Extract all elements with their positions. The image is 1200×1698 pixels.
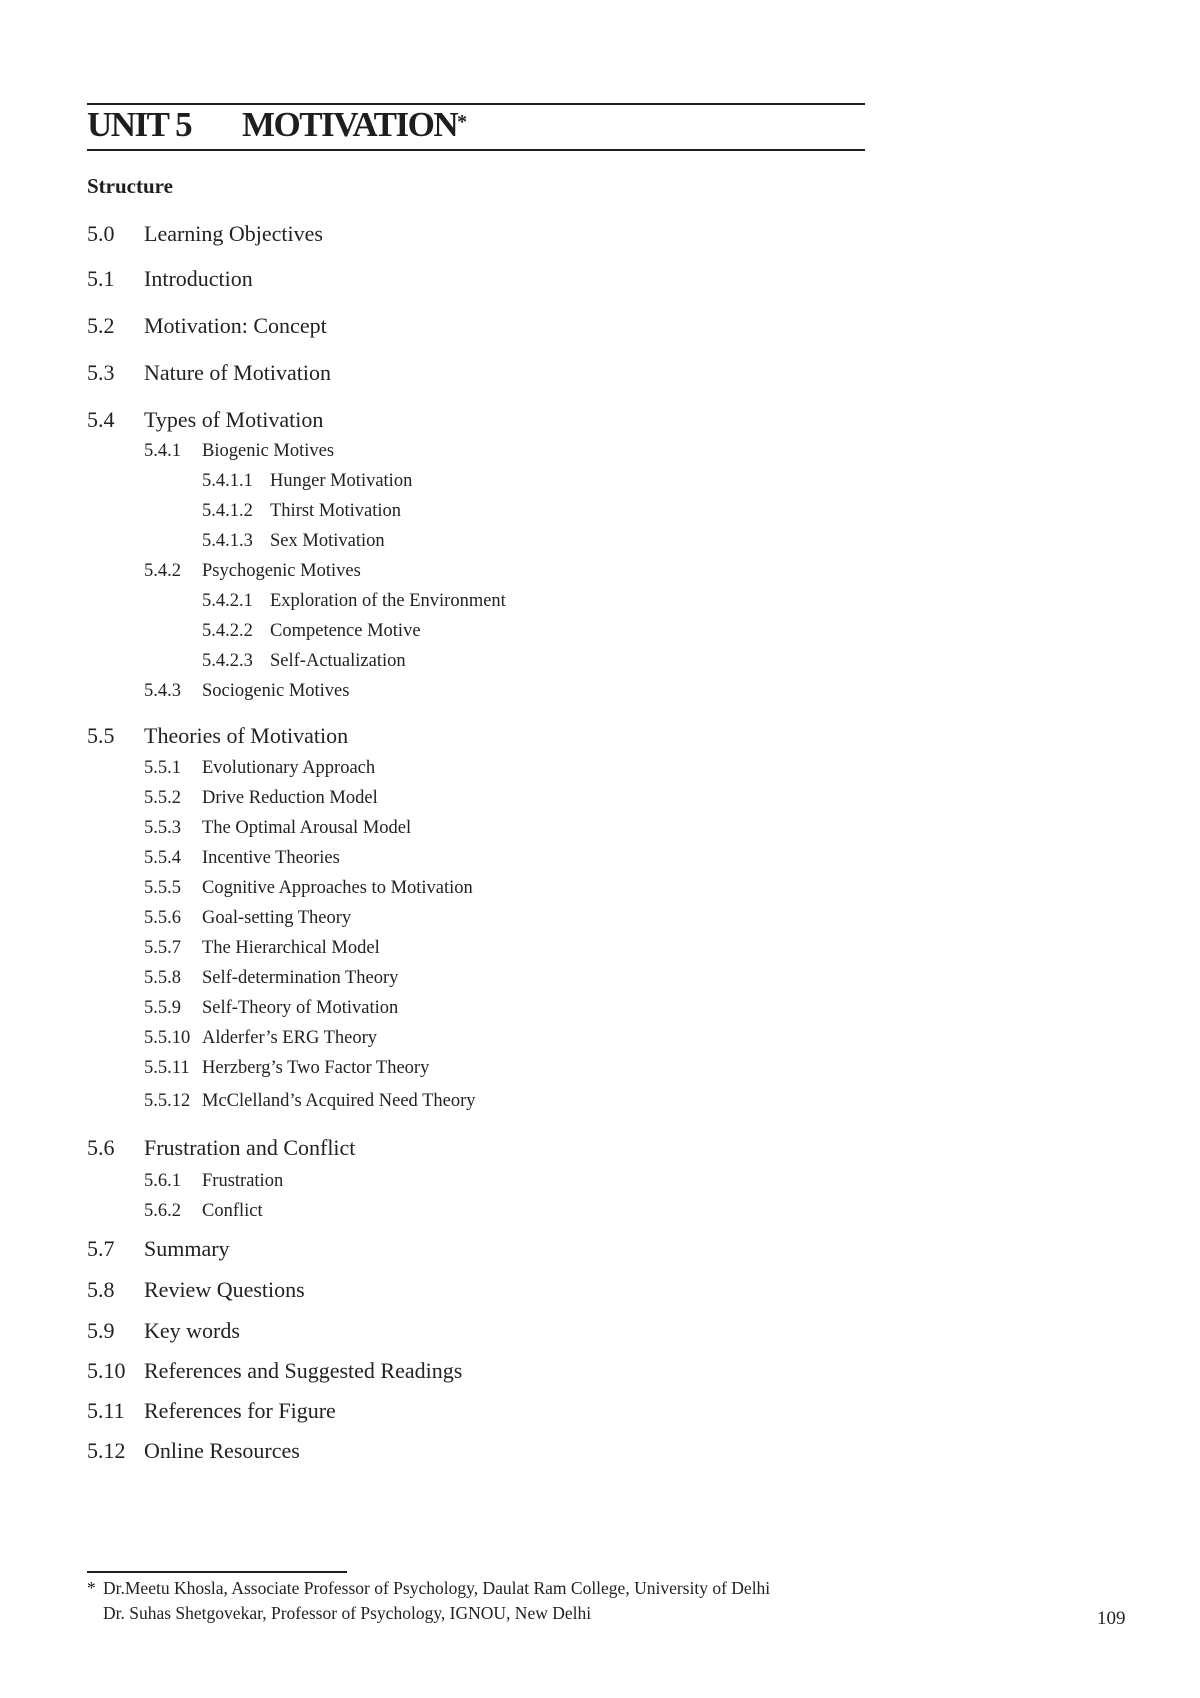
toc-number: 5.9	[87, 1318, 115, 1343]
toc-label: References for Figure	[144, 1398, 336, 1423]
toc-number: 5.4.1.2	[202, 501, 253, 521]
toc-label: McClelland’s Acquired Need Theory	[202, 1091, 476, 1111]
toc-number: 5.4.2.2	[202, 621, 253, 641]
toc-number: 5.5	[87, 723, 115, 748]
toc-number: 5.5.7	[144, 938, 181, 958]
toc-number: 5.4.1	[144, 441, 181, 461]
toc-label: Hunger Motivation	[270, 471, 413, 491]
toc-number: 5.3	[87, 360, 115, 385]
page-number: 109	[1097, 1608, 1126, 1629]
title-bottom-rule	[87, 149, 865, 151]
toc-label: Summary	[144, 1236, 230, 1261]
toc-label: Frustration and Conflict	[144, 1135, 356, 1160]
toc-number: 5.4.2.3	[202, 651, 253, 671]
toc-label: Self-determination Theory	[202, 968, 399, 988]
toc-number: 5.10	[87, 1358, 126, 1383]
toc-label: The Optimal Arousal Model	[202, 818, 412, 838]
toc-label: The Hierarchical Model	[202, 938, 380, 958]
toc-number: 5.4.1.1	[202, 471, 253, 491]
toc-label: Frustration	[202, 1171, 284, 1191]
toc-label: Psychogenic Motives	[202, 561, 361, 581]
toc-number: 5.5.11	[144, 1058, 190, 1078]
toc-number: 5.4.3	[144, 681, 181, 701]
toc-label: Introduction	[144, 266, 253, 291]
toc-number: 5.6.2	[144, 1201, 181, 1221]
toc-number: 5.5.3	[144, 818, 181, 838]
toc-label: Exploration of the Environment	[270, 591, 506, 611]
toc-number: 5.4.2.1	[202, 591, 253, 611]
toc-number: 5.5.10	[144, 1028, 191, 1048]
toc-number: 5.0	[87, 221, 115, 246]
toc-number: 5.2	[87, 313, 115, 338]
unit-label: UNIT 5	[87, 105, 192, 144]
toc-label: Sociogenic Motives	[202, 681, 350, 701]
unit-title	[87, 103, 466, 152]
toc-number: 5.5.5	[144, 878, 181, 898]
toc-label: Sex Motivation	[270, 531, 385, 551]
toc-label: Drive Reduction Model	[202, 788, 378, 808]
footnote-author-2: Dr. Suhas Shetgovekar, Professor of Psychology, IGNOU, New Delhi	[103, 1603, 592, 1623]
toc-label: References and Suggested Readings	[144, 1358, 463, 1383]
toc-number: 5.8	[87, 1277, 115, 1302]
toc-number: 5.5.12	[144, 1091, 191, 1111]
toc-number: 5.11	[87, 1398, 125, 1423]
toc-number: 5.6	[87, 1135, 115, 1160]
toc-label: Types of Motivation	[144, 407, 324, 432]
toc-label: Cognitive Approaches to Motivation	[202, 878, 473, 898]
toc-label: Alderfer’s ERG Theory	[202, 1028, 378, 1048]
toc-label: Online Resources	[144, 1438, 300, 1463]
toc-label: Evolutionary Approach	[202, 758, 376, 778]
toc-number: 5.1	[87, 266, 115, 291]
toc-number: 5.4.2	[144, 561, 181, 581]
toc-number: 5.6.1	[144, 1171, 181, 1191]
toc-number: 5.5.9	[144, 998, 181, 1018]
toc-number: 5.4.1.3	[202, 531, 253, 551]
toc-label: Learning Objectives	[144, 221, 323, 246]
footnote-marker: *	[87, 1578, 96, 1598]
toc-label: Review Questions	[144, 1277, 305, 1302]
toc-label: Key words	[144, 1318, 240, 1343]
toc-number: 5.12	[87, 1438, 126, 1463]
toc-label: Goal-setting Theory	[202, 908, 352, 928]
toc-label: Self-Theory of Motivation	[202, 998, 399, 1018]
toc-number: 5.5.1	[144, 758, 181, 778]
toc-label: Herzberg’s Two Factor Theory	[202, 1058, 430, 1078]
toc-number: 5.7	[87, 1236, 115, 1261]
toc-label: Theories of Motivation	[144, 723, 349, 748]
toc-label: Thirst Motivation	[270, 501, 402, 521]
footnote-author-1: Dr.Meetu Khosla, Associate Professor of Psychology, Daulat Ram College, University of Delhi	[103, 1578, 771, 1598]
toc-number: 5.5.4	[144, 848, 181, 868]
toc-number: 5.4	[87, 407, 115, 432]
title-footnote-marker: *	[457, 111, 466, 133]
footnote-rule	[87, 1571, 347, 1573]
footnote-line-2	[87, 1603, 591, 1624]
unit-title-text: MOTIVATION	[242, 105, 458, 144]
footnote-line-1	[87, 1578, 770, 1599]
toc-label: Competence Motive	[270, 621, 421, 641]
toc-number: 5.5.2	[144, 788, 181, 808]
toc-label: Nature of Motivation	[144, 360, 331, 385]
toc-number: 5.5.6	[144, 908, 181, 928]
toc-label: Self-Actualization	[270, 651, 406, 671]
toc-label: Conflict	[202, 1201, 263, 1221]
structure-heading: Structure	[87, 174, 173, 198]
toc-label: Incentive Theories	[202, 848, 340, 868]
toc-label: Biogenic Motives	[202, 441, 335, 461]
toc-number: 5.5.8	[144, 968, 181, 988]
toc-label: Motivation: Concept	[144, 313, 327, 338]
